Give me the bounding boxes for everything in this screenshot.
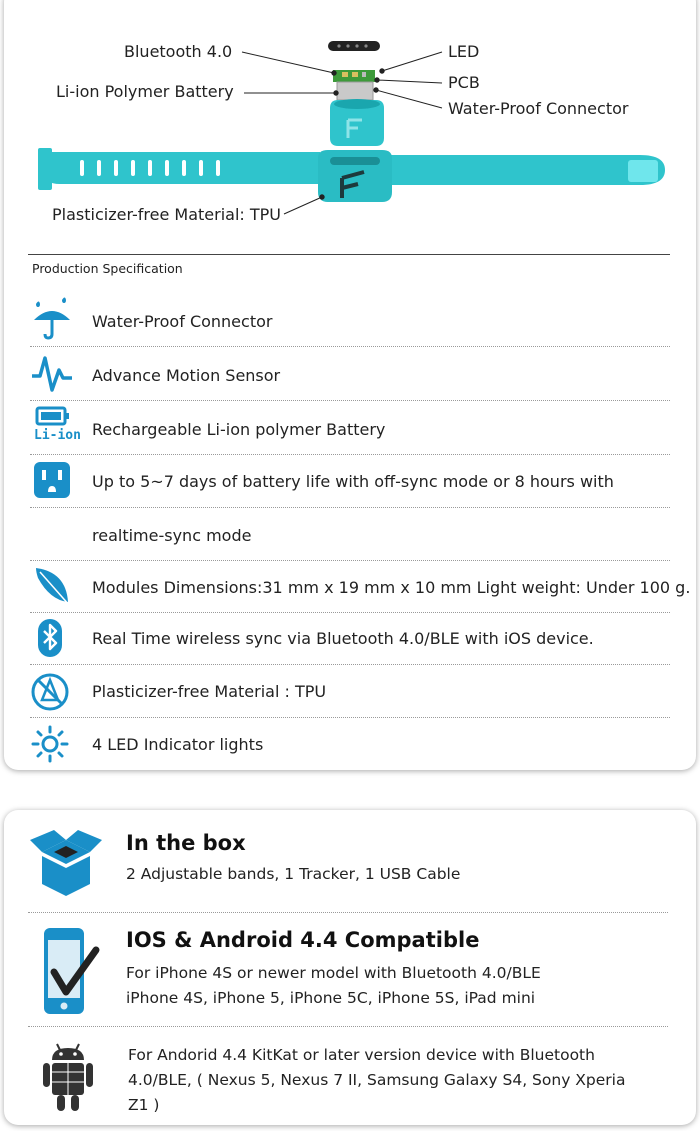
umbrella-rain-icon (30, 296, 74, 340)
battery-icon-label: Li-ion (34, 428, 81, 443)
box-row-compat (28, 922, 668, 1018)
box-title: IOS & Android 4.4 Compatible (126, 928, 480, 952)
spec-text: Rechargeable Li-ion polymer Battery (92, 420, 386, 439)
box-title: In the box (126, 831, 246, 855)
spec-text: Water-Proof Connector (92, 312, 273, 331)
box-line: 2 Adjustable bands, 1 Tracker, 1 USB Cable (126, 865, 461, 883)
sun-led-icon (30, 724, 74, 768)
label-battery: Li-ion Polymer Battery (56, 82, 234, 101)
box-line: For iPhone 4S or newer model with Bluetooth 4.0/BLE (126, 964, 541, 982)
spec-text: Advance Motion Sensor (92, 366, 281, 385)
dotted-divider (28, 1026, 668, 1027)
dotted-divider (30, 612, 670, 613)
box-row-android (28, 1036, 668, 1118)
bluetooth-icon (30, 617, 74, 661)
no-plasticizer-icon (30, 670, 74, 714)
spec-text: Plasticizer-free Material : TPU (92, 682, 327, 701)
dotted-divider (30, 400, 670, 401)
leader-lines (0, 0, 700, 240)
dotted-divider (30, 454, 670, 455)
spec-text: Modules Dimensions:31 mm x 19 mm x 10 mm Light weight: Under 100 g. (92, 578, 691, 597)
feather-icon (30, 564, 74, 608)
spec-text: realtime-sync mode (92, 526, 252, 545)
box-line: For Andorid 4.4 KitKat or later version device with Bluetooth (128, 1046, 595, 1064)
label-bluetooth: Bluetooth 4.0 (124, 42, 233, 61)
section-divider (28, 254, 670, 255)
dotted-divider (30, 507, 670, 508)
dotted-divider (28, 912, 668, 913)
android-icon (42, 1042, 94, 1114)
label-led: LED (448, 42, 480, 61)
spec-text: 4 LED Indicator lights (92, 735, 264, 754)
power-outlet-icon (30, 458, 74, 502)
spec-text: Real Time wireless sync via Bluetooth 4.0/BLE with iOS device. (92, 629, 594, 648)
box-row-in-the-box (28, 826, 668, 904)
phone-check-icon (42, 926, 102, 1018)
label-pcb: PCB (448, 73, 480, 92)
pulse-wave-icon (30, 352, 74, 396)
box-line: iPhone 4S, iPhone 5, iPhone 5C, iPhone 5S, iPad mini (126, 989, 536, 1007)
label-material: Plasticizer-free Material: TPU (52, 205, 282, 224)
spec-title: Production Specification (32, 261, 183, 276)
label-connector: Water-Proof Connector (448, 99, 629, 118)
dotted-divider (30, 717, 670, 718)
dotted-divider (30, 346, 670, 347)
box-line: 4.0/BLE, ( Nexus 5, Nexus 7 II, Samsung Galaxy S4, Sony Xperia (128, 1071, 626, 1089)
box-line: Z1 ) (128, 1096, 160, 1114)
open-box-icon (28, 826, 104, 898)
dotted-divider (30, 664, 670, 665)
spec-text: Up to 5~7 days of battery life with off-sync mode or 8 hours with (92, 472, 614, 491)
dotted-divider (30, 560, 670, 561)
